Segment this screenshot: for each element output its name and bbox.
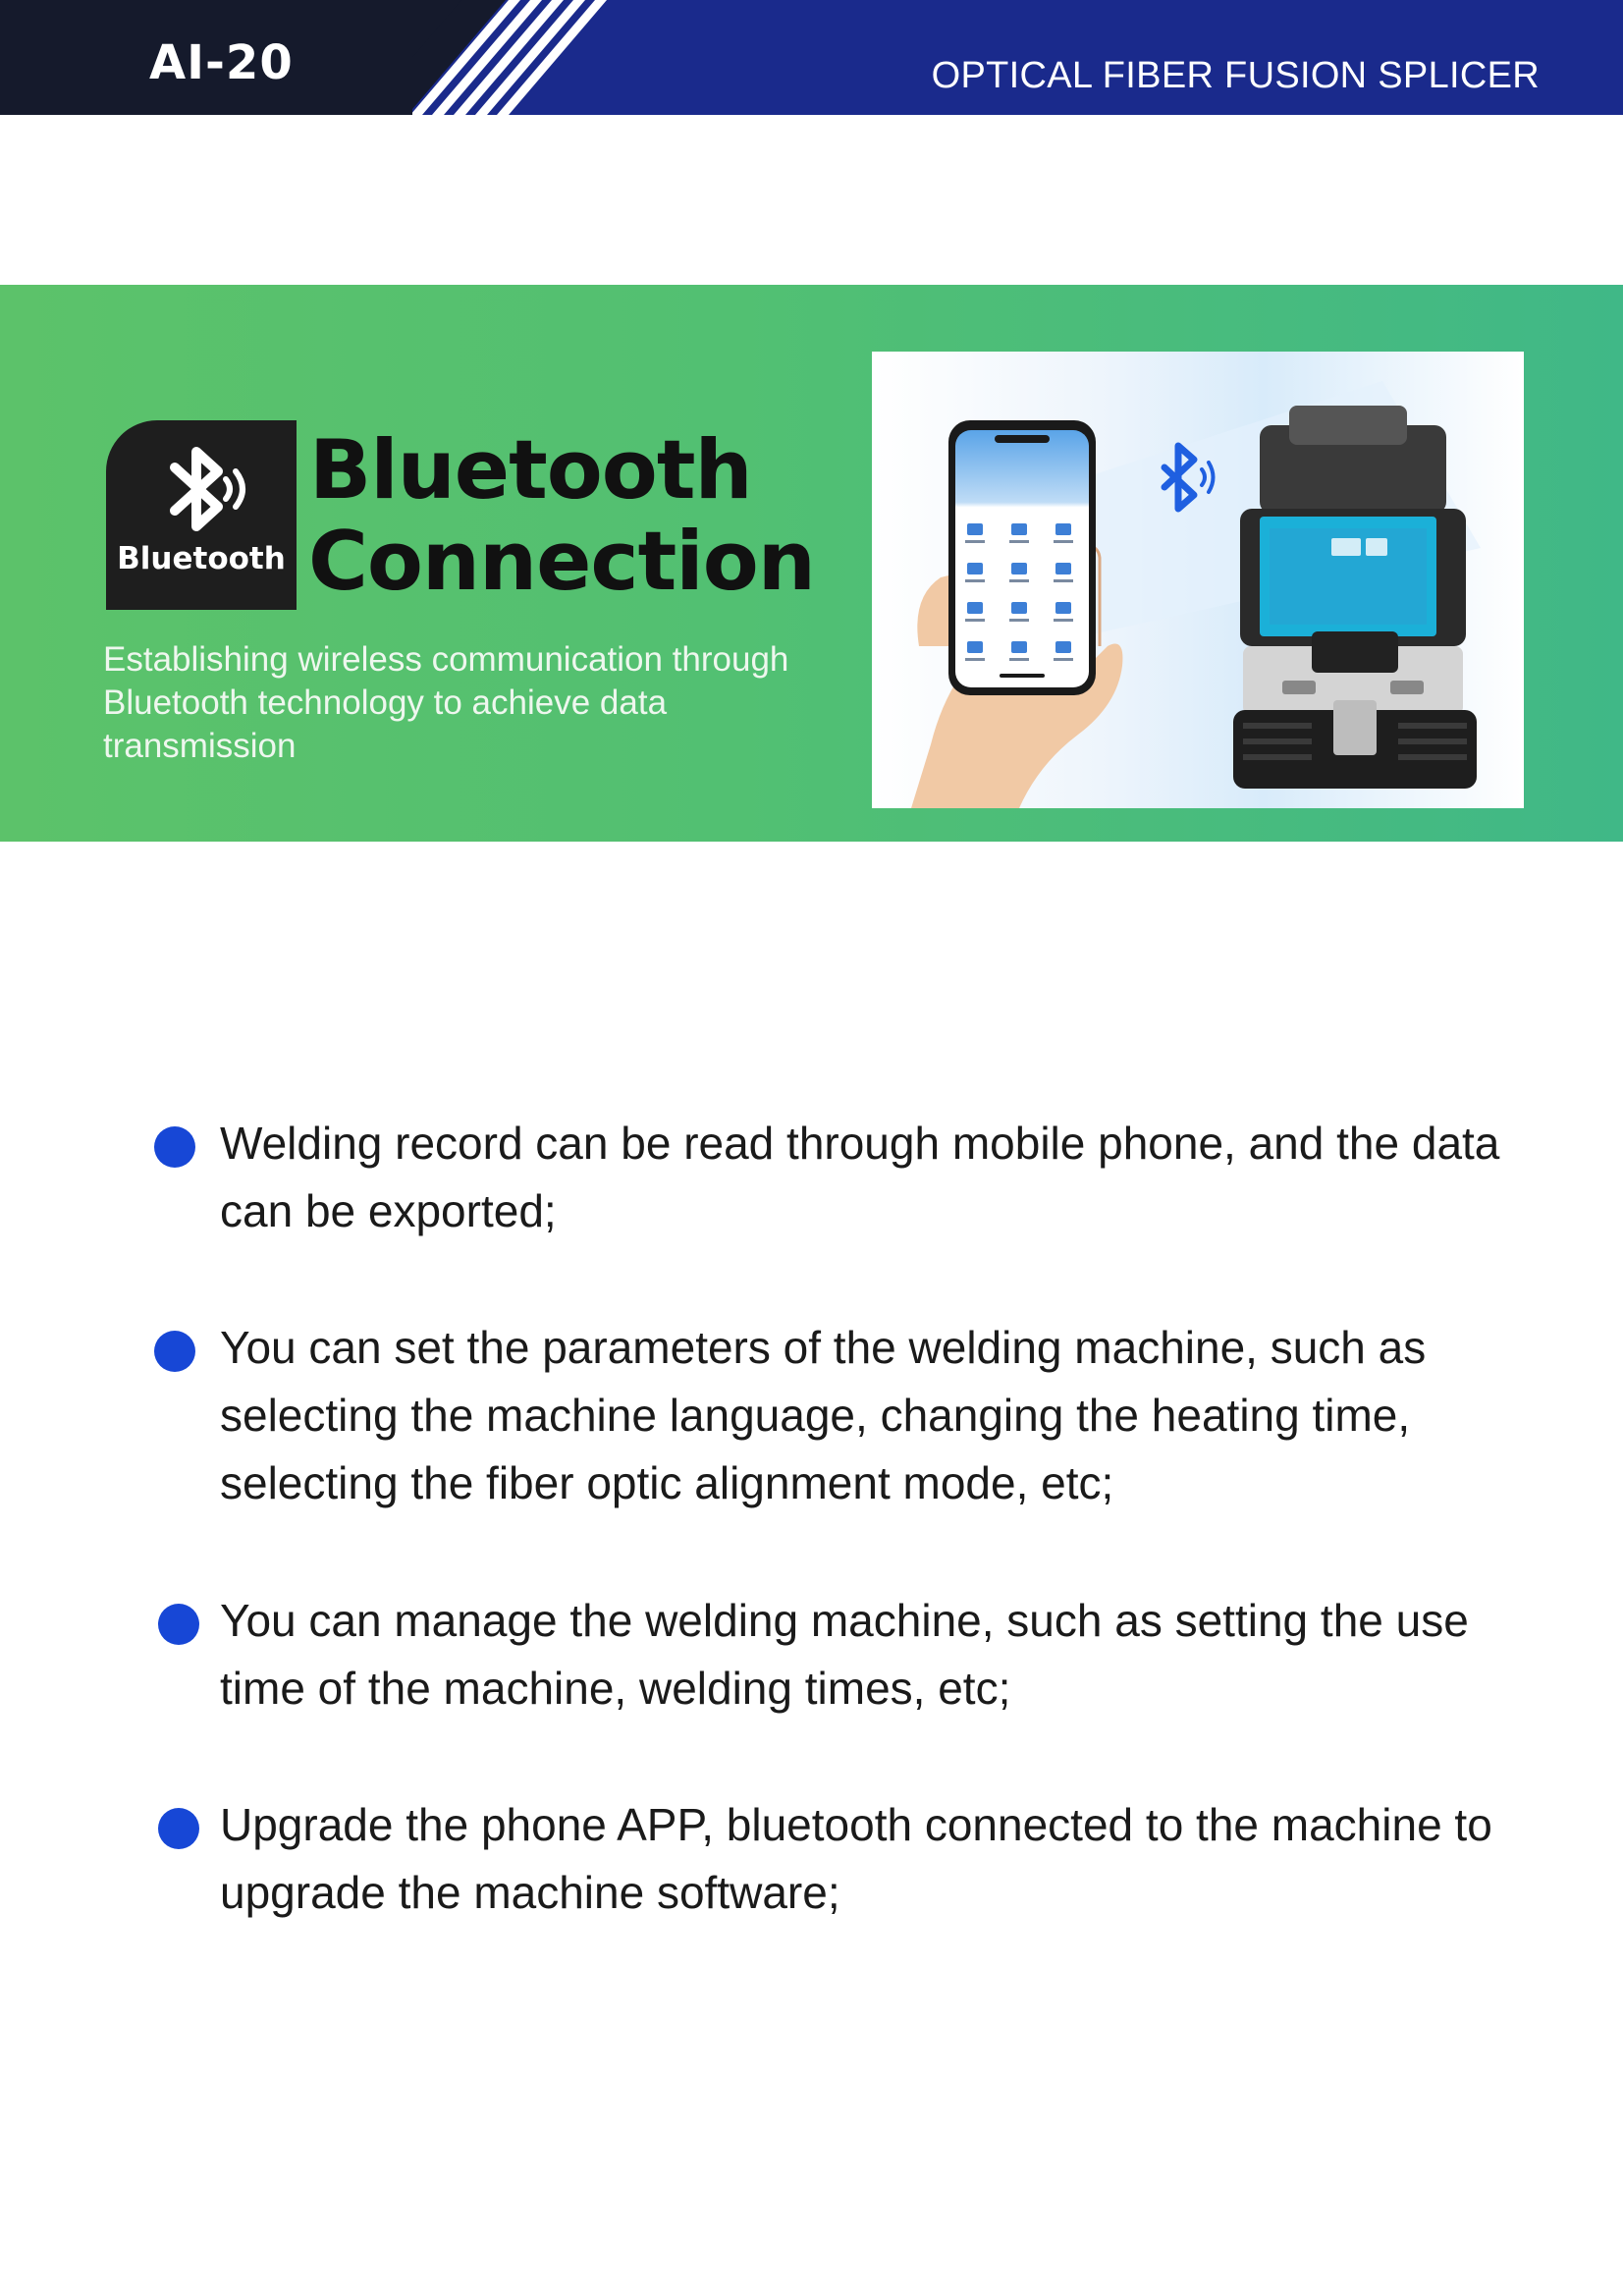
phone-and-splicer-illustration [872, 352, 1524, 808]
bluetooth-badge [106, 420, 297, 610]
banner-title-line1: Bluetooth [309, 422, 752, 518]
feature-text: Upgrade the phone APP, bluetooth connected to the machine to upgrade the machine software; [220, 1799, 1492, 1918]
feature-text: You can manage the welding machine, such as setting the use time of the machine, welding times, etc; [220, 1595, 1469, 1714]
page-header [0, 0, 1623, 115]
phone-and-splicer-photo [872, 352, 1524, 808]
feature-text: Welding record can be read through mobile phone, and the data can be exported; [220, 1118, 1500, 1236]
banner-description: Establishing wireless communication through Bluetooth technology to achieve data transmission [103, 640, 789, 765]
feature-text: You can set the parameters of the welding machine, such as selecting the machine language, changing the heating time, selecting the fiber optic alignment mode, etc; [220, 1322, 1427, 1508]
banner-title [309, 424, 815, 607]
bullet-dot-icon [158, 1808, 199, 1849]
model-name: AI-20 [149, 35, 294, 90]
bluetooth-icon [157, 440, 255, 538]
fusion-splicer-machine [1233, 406, 1477, 789]
bullet-dot-icon [158, 1604, 199, 1645]
bullet-dot-icon [154, 1331, 195, 1372]
banner-title-line2: Connection [308, 514, 815, 609]
product-title: OPTICAL FIBER FUSION SPLICER [931, 55, 1540, 96]
bullet-dot-icon [154, 1126, 195, 1168]
bluetooth-badge-label: Bluetooth [117, 541, 286, 576]
header-stripes [412, 0, 687, 115]
